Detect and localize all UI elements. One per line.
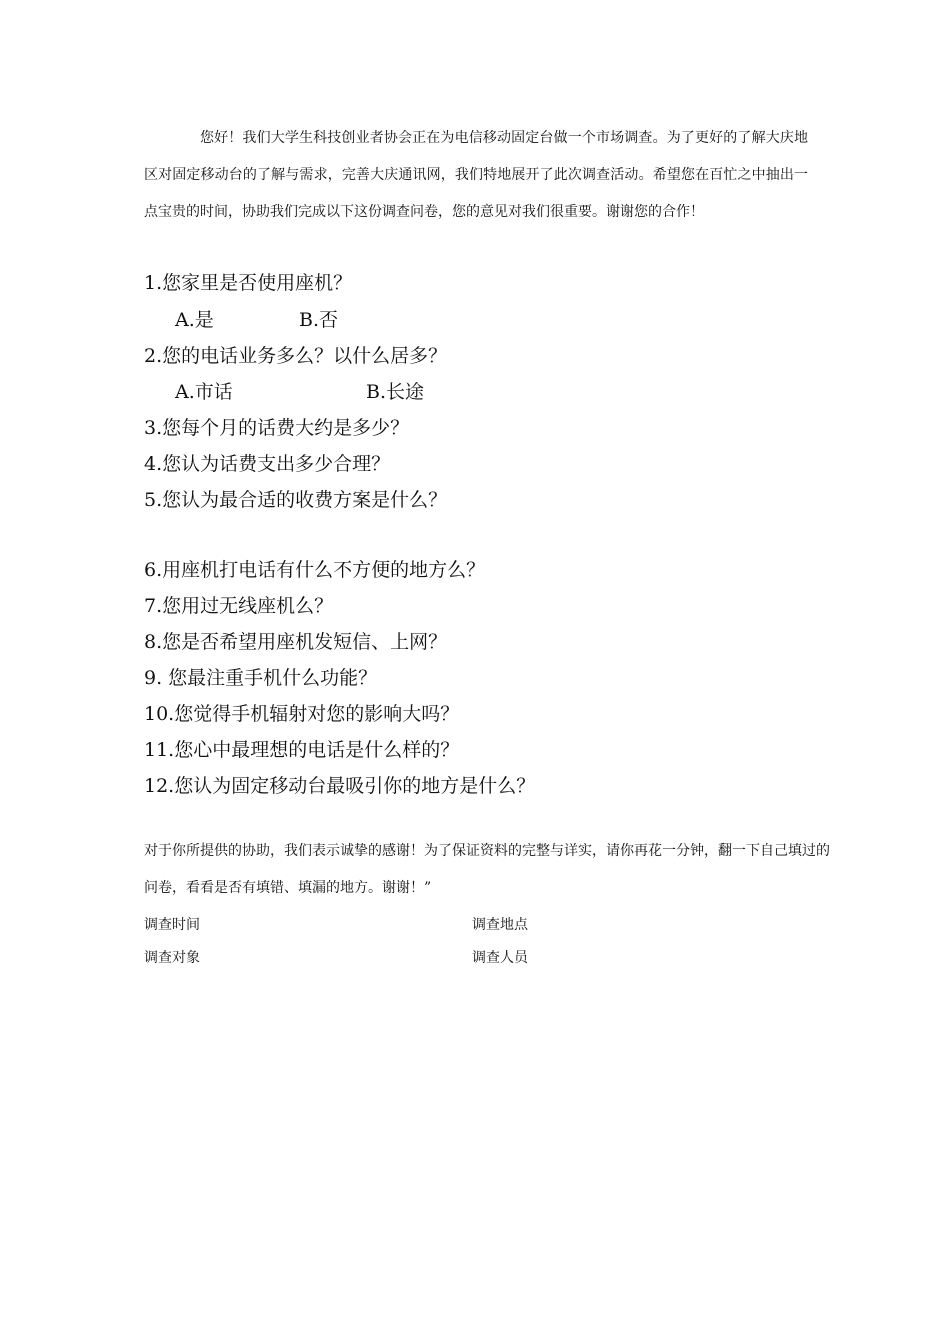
question-2-option-b: B.长途	[366, 381, 425, 403]
closing-paragraph: 对于你所提供的协助，我们表示诚挚的感谢！为了保证资料的完整与详实，请你再花一分钟，翻一下自己填过的问卷，看看是否有填错、填漏的地方。谢谢！”	[144, 843, 830, 896]
question-8: 8.您是否希望用座机发短信、上网？	[144, 631, 448, 653]
survey-time-label: 调查时间	[144, 917, 200, 933]
question-1-option-b: B.否	[299, 309, 339, 331]
question-3: 3.您每个月的话费大约是多少？	[144, 417, 410, 439]
question-10: 10.您觉得手机辐射对您的影响大吗？	[144, 703, 460, 725]
survey-subject-label: 调查对象	[144, 950, 200, 966]
question-5: 5.您认为最合适的收费方案是什么？	[144, 489, 448, 511]
question-1-option-a: A.是	[175, 309, 214, 331]
question-11: 11.您心中最理想的电话是什么样的？	[144, 739, 460, 761]
question-4: 4.您认为话费支出多少合理？	[144, 453, 391, 475]
question-12: 12.您认为固定移动台最吸引你的地方是什么？	[144, 775, 536, 797]
question-1: 1.您家里是否使用座机？	[144, 272, 353, 294]
question-9: 9. 您最注重手机什么功能？	[144, 667, 378, 689]
survey-staff-label: 调查人员	[472, 950, 528, 966]
question-2-option-a: A.市话	[175, 381, 233, 403]
question-6: 6.用座机打电话有什么不方便的地方么？	[144, 559, 486, 581]
question-7: 7.您用过无线座机么？	[144, 595, 334, 617]
intro-paragraph: 您好！我们大学生科技创业者协会正在为电信移动固定台做一个市场调查。为了更好的了解大庆地区对固定移动台的了解与需求，完善大庆通讯网，我们特地展开了此次调查活动。希望您在百忙之中抽出一点宝贵的时间，协助我们完成以下这份调查问卷，您的意见对我们很重要。谢谢您的合作！	[144, 130, 808, 220]
question-2: 2.您的电话业务多么？以什么居多？	[144, 345, 448, 367]
survey-location-label: 调查地点	[472, 917, 528, 933]
